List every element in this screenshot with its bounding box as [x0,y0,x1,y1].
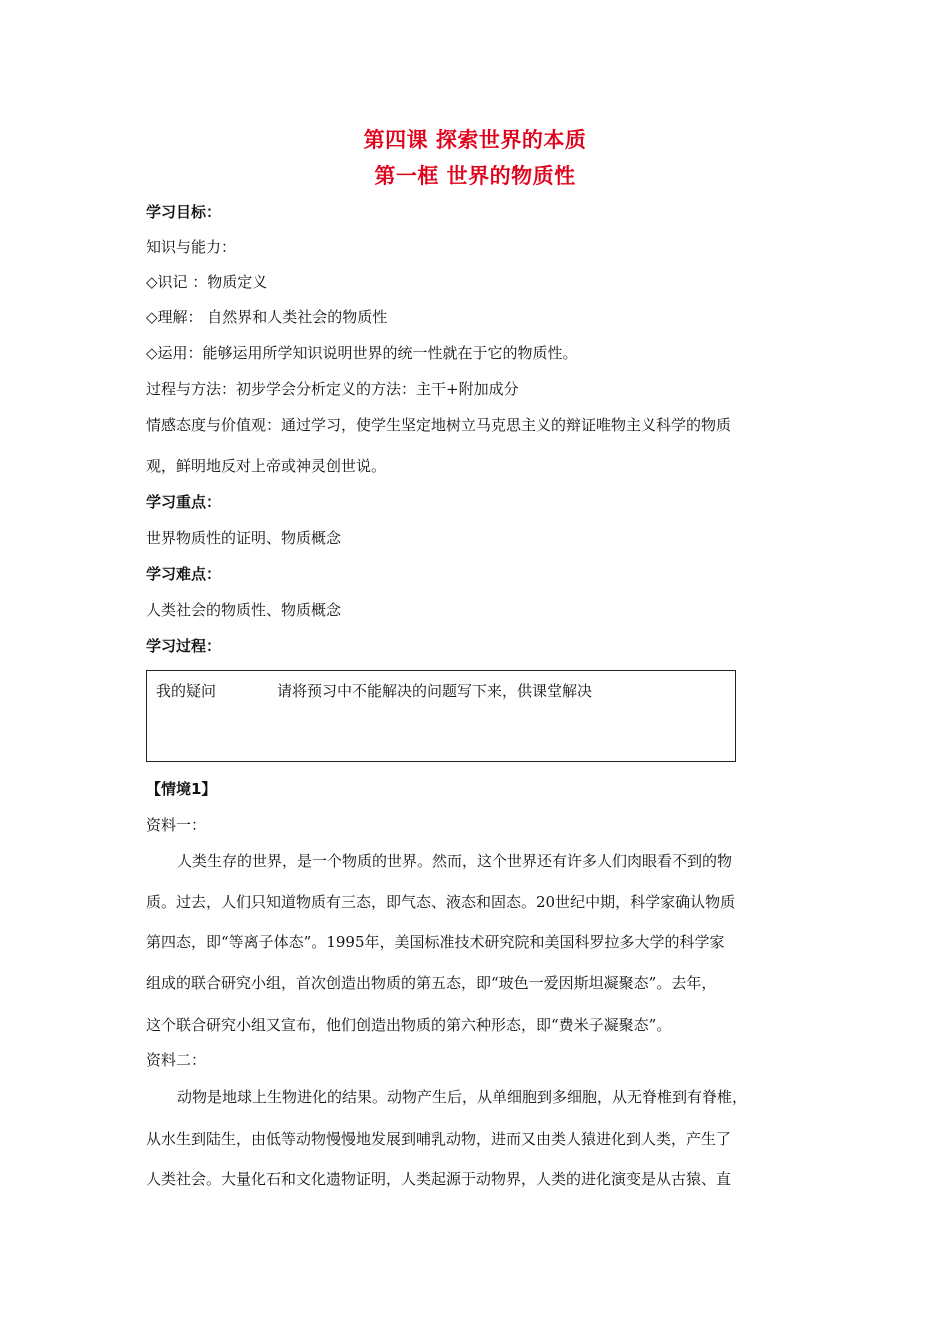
material-2-line: 动物是地球上生物进化的结果。动物产生后，从单细胞到多细胞，从无脊椎到有脊椎， [177,1088,748,1106]
lesson-title: 第四课 探索世界的本质 [363,128,587,152]
question-box[interactable] [146,670,736,762]
material-1-line: 组成的联合研究小组，首次创造出物质的第五态，即“玻色一爱因斯坦凝聚态”。去年， [146,974,717,992]
understand-item: ◇理解： 自然界和人类社会的物质性 [146,308,388,326]
question-box-label: 我的疑问 [156,682,217,700]
material-1-line: 质。过去，人们只知道物质有三态，即气态、液态和固态。20世纪中期，科学家确认物质 [146,893,736,911]
knowledge-heading: 知识与能力： [146,238,237,256]
difficulties-heading: 学习难点： [146,565,222,583]
attitude-line-2: 观，鲜明地反对上帝或神灵创世说。 [146,457,387,475]
section-title: 第一框 世界的物质性 [374,164,576,188]
scenario-heading: 【情境1】 [146,780,217,798]
material-2-line: 人类社会。大量化石和文化遗物证明，人类起源于动物界，人类的进化演变是从古猿、直 [146,1170,732,1188]
apply-item: ◇运用：能够运用所学知识说明世界的统一性就在于它的物质性。 [146,344,578,362]
difficulties-text: 人类社会的物质性、物质概念 [146,601,342,619]
objectives-heading: 学习目标： [146,203,222,221]
question-box-instruction: 请将预习中不能解决的问题写下来，供课堂解决 [277,682,593,700]
process-heading: 学习过程： [146,637,222,655]
memorize-item: ◇识记 ：物质定义 [146,273,268,291]
material-1-line: 人类生存的世界，是一个物质的世界。然而，这个世界还有许多人们肉眼看不到的物 [177,852,733,870]
material-2-label: 资料二： [146,1051,207,1069]
material-1-label: 资料一： [146,816,207,834]
process-method: 过程与方法：初步学会分析定义的方法：主干+附加成分 [146,380,519,398]
material-1-line: 这个联合研究小组又宣布，他们创造出物质的第六种形态，即“费米子凝聚态”。 [146,1016,672,1034]
key-points-text: 世界物质性的证明、物质概念 [146,529,342,547]
attitude-line-1: 情感态度与价值观：通过学习，使学生坚定地树立马克思主义的辩证唯物主义科学的物质 [146,416,732,434]
material-1-line: 第四态，即“等离子体态”。1995年，美国标准技术研究院和美国科罗拉多大学的科学家 [146,933,725,951]
key-points-heading: 学习重点： [146,493,222,511]
material-2-line: 从水生到陆生，由低等动物慢慢地发展到哺乳动物，进而又由类人猿进化到人类，产生了 [146,1130,732,1148]
